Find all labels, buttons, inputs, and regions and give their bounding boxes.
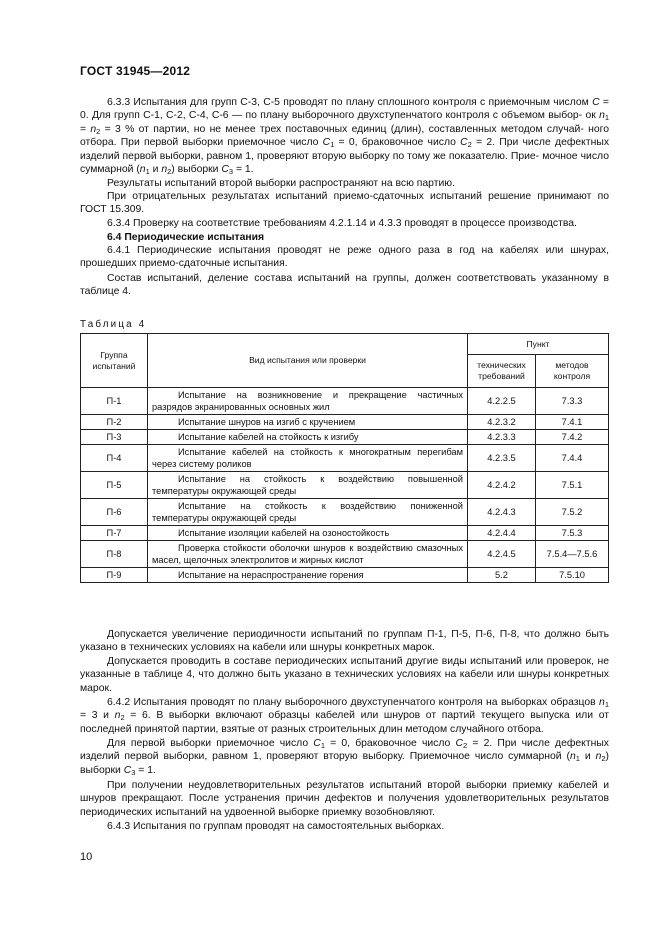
cell-group: П-5 — [81, 472, 148, 499]
paragraph-negative — [80, 190, 609, 217]
paragraph-text: Состав испытаний, деление состава испытаний на группы, должен соответствовать указанному в таблице 4. — [80, 273, 609, 298]
header-type: Вид испытания или проверки — [148, 334, 468, 388]
cell-tech-requirement: 4.2.4.2 — [468, 472, 536, 499]
table-body — [81, 388, 609, 583]
page-number: 10 — [80, 851, 93, 863]
cell-test-name: Испытание изоляции кабелей на озоностойкость — [148, 526, 468, 541]
variable-n: n — [139, 164, 146, 176]
text-run: и — [149, 164, 162, 176]
cell-test-name: Испытание кабелей на стойкость к многократным перегибам через систему роликов — [148, 445, 468, 472]
cell-tech-requirement: 4.2.4.3 — [468, 499, 536, 526]
cell-test-name: Испытание шнуров на изгиб с кручением — [148, 415, 468, 430]
subscript: 3 — [131, 767, 136, 777]
subscript: 2 — [601, 754, 606, 764]
text-run: = 1. — [135, 764, 156, 776]
cell-tech-requirement: 4.2.3.5 — [468, 445, 536, 472]
table-4 — [80, 333, 609, 583]
subscript: 1 — [604, 113, 610, 123]
variable-c: C — [460, 137, 468, 149]
cell-test-name: Испытание кабелей на стойкость к изгибу — [148, 430, 468, 445]
cell-group: П-8 — [81, 541, 148, 568]
subscript: 1 — [145, 167, 150, 177]
variable-c: C — [313, 738, 321, 749]
cell-tech-requirement: 4.2.3.2 — [468, 415, 536, 430]
variable-c: C — [221, 164, 229, 176]
paragraph-unsatisfactory — [80, 779, 609, 819]
cell-group: П-9 — [81, 568, 148, 583]
table-row — [81, 415, 609, 430]
subscript: 1 — [604, 700, 609, 709]
table-row — [81, 526, 609, 541]
subscript: 2 — [167, 167, 172, 177]
section-heading: 6.4 Периодические испытания — [107, 232, 265, 243]
header-group: Группа испытаний — [81, 334, 148, 388]
text-run: = — [80, 123, 91, 135]
paragraph-6-4-1 — [80, 244, 609, 271]
subscript: 1 — [330, 140, 335, 150]
cell-tech-requirement: 4.2.3.3 — [468, 430, 536, 445]
table-row — [81, 472, 609, 499]
paragraph-text — [80, 737, 609, 777]
paragraph-text: Результаты испытаний второй выборки распространяют на всю партию. — [107, 178, 455, 189]
variable-n: n — [114, 710, 121, 722]
table-caption: Таблица 4 — [80, 319, 147, 330]
subscript: 2 — [120, 713, 125, 723]
variable-n: n — [90, 123, 97, 135]
variable-n: n — [599, 110, 605, 122]
cell-tech-requirement: 4.2.4.4 — [468, 526, 536, 541]
subscript: 1 — [575, 754, 580, 764]
table-row — [81, 499, 609, 526]
text-run: = 6. В выборки включают образцы кабелей или шнуров от партий текущего выпуска или от последней принятой партии, взятые от разных строительных длин методом случайного отбора. — [80, 710, 610, 735]
paragraph-6-3-3-line — [80, 96, 609, 176]
variable-c: C — [592, 97, 600, 108]
table-row — [81, 445, 609, 472]
text-run: Для первой выборки приемочное число — [107, 738, 314, 749]
subscript: 1 — [320, 741, 325, 750]
paragraph-text: 6.3.4 Проверку на соответствие требованиям 4.2.1.14 и 4.3.3 проводят в процессе производства. — [107, 218, 577, 229]
cell-test-method: 7.5.2 — [536, 499, 609, 526]
cell-tech-requirement: 5.2 — [468, 568, 536, 583]
text-run: мочное число суммарной ( — [80, 150, 609, 176]
cell-group: П-2 — [81, 415, 148, 430]
paragraph-text: При отрицательных результатах испытаний приемо-сдаточных испытаний решение принимают по ГОСТ 15.309. — [80, 191, 609, 216]
text-run: = 2. При числе дефектных изделий первой выборки, равном 1, проверяют вторую выборку. Приемочное число суммарной ( — [80, 738, 610, 763]
variable-c: C — [322, 137, 331, 149]
paragraph-text — [80, 696, 609, 736]
header-tech: технических требований — [468, 355, 536, 388]
cell-test-method: 7.5.4—7.5.6 — [536, 541, 609, 568]
subscript: 2 — [467, 140, 472, 150]
variable-c: C — [123, 764, 132, 776]
text-run: 6.4.2 Испытания проводят по плану выборочного двухступенчатого контроля на выборках образцов — [107, 697, 600, 708]
table-row — [81, 541, 609, 568]
table-row — [81, 568, 609, 583]
cell-test-name: Проверка стойкости оболочки шнуров к воздействию смазочных масел, щелочных электролитов и жирных кислот — [148, 541, 468, 568]
subscript: 2 — [96, 126, 101, 136]
cell-test-name: Испытание на стойкость к воздействию пониженной температуры окружающей среды — [148, 499, 468, 526]
paragraph-allow-1 — [80, 628, 609, 655]
text-run: и — [579, 751, 596, 763]
table-row — [81, 388, 609, 415]
table-row — [81, 430, 609, 445]
text-run: = 3 % от партии, но не менее трех поставочных единиц (длин), составленных методом случай- — [100, 123, 584, 135]
text-run: ок — [585, 110, 600, 122]
text-run: ного отбора. При первой выборки приемочное число — [80, 123, 609, 149]
cell-test-method: 7.5.3 — [536, 526, 609, 541]
header-item: Пункт — [468, 334, 609, 355]
paragraph-results — [80, 177, 609, 190]
table-header-row — [81, 334, 609, 355]
paragraph-first-sample — [80, 737, 609, 777]
text-run: = 0, браковочное число — [334, 137, 461, 149]
cell-group: П-3 — [81, 430, 148, 445]
cell-group: П-1 — [81, 388, 148, 415]
cell-group: П-6 — [81, 499, 148, 526]
cell-test-name: Испытание на нераспространение горения — [148, 568, 468, 583]
subscript: 2 — [463, 741, 468, 750]
text-run: ) выборки — [80, 751, 610, 776]
cell-test-method: 7.4.2 — [536, 430, 609, 445]
text-run: дефектных изделий первой выборки, равном 1, проверяют вторую выборку по тому же показателю. Прие- — [80, 137, 610, 162]
paragraph-text: При получении неудовлетворительных результатов испытаний второй выборки приемку кабелей и шнуров прекращают. После устранения причин дефектов и получения удовлетворительных результатов периодических испытаний на удвоенной выборке приемку возобновляют. — [80, 780, 609, 818]
paragraph-composition — [80, 272, 609, 299]
paragraph-6-4-3 — [80, 820, 609, 833]
section-6-4-heading — [80, 231, 609, 244]
paragraph-text: Допускается увеличение периодичности испытаний по группам П-1, П-5, П-6, П-8, что должно быть указано в технических условиях на кабели или шнуры конкретных марок. — [80, 629, 609, 654]
variable-n: n — [569, 751, 576, 763]
variable-n: n — [599, 697, 605, 708]
cell-tech-requirement: 4.2.2.5 — [468, 388, 536, 415]
document-header: ГОСТ 31945—2012 — [80, 64, 191, 78]
cell-test-method: 7.3.3 — [536, 388, 609, 415]
text-run: = 0, браковочное число — [324, 738, 456, 749]
text-run: 6.3.3 Испытания для групп С-3, С-5 проводят по плану сплошного контроля с приемочным числом — [107, 97, 589, 108]
variable-n: n — [595, 751, 602, 763]
cell-test-method: 7.4.1 — [536, 415, 609, 430]
cell-test-method: 7.4.4 — [536, 445, 609, 472]
paragraph-6-4-2 — [80, 696, 609, 736]
paragraph-6-3-4 — [80, 217, 609, 230]
paragraph-text: 6.4.3 Испытания по группам проводят на самостоятельных выборках. — [107, 821, 445, 832]
paragraph-6-3-3 — [80, 96, 609, 176]
cell-test-method: 7.5.10 — [536, 568, 609, 583]
paragraph-allow-2 — [80, 655, 609, 695]
text-run: = 3 и — [80, 710, 115, 722]
cell-tech-requirement: 4.2.4.5 — [468, 541, 536, 568]
paragraph-text: 6.4.1 Периодические испытания проводят не реже одного раза в год на кабелях или шнурах, прошедших приемо-сдаточные испытания. — [80, 245, 609, 270]
subscript: 3 — [228, 167, 234, 177]
text-run: ) выборки — [171, 164, 222, 176]
cell-test-method: 7.5.1 — [536, 472, 609, 499]
variable-n: n — [161, 164, 168, 176]
text-run: = 1. — [233, 164, 254, 176]
cell-group: П-7 — [81, 526, 148, 541]
variable-c: C — [455, 738, 464, 749]
cell-group: П-4 — [81, 445, 148, 472]
cell-test-name: Испытание на стойкость к воздействию повышенной температуры окружающей среды — [148, 472, 468, 499]
cell-test-name: Испытание на возникновение и прекращение частичных разрядов экранированных основных жил — [148, 388, 468, 415]
header-method: методов контроля — [536, 355, 609, 388]
text-run: = 0. Для групп С-1, С-2, С-4, С-6 — по плану выборочного двухступенчатого контроля с объемом выбор- — [80, 97, 609, 122]
paragraph-text: Допускается проводить в составе периодических испытаний другие виды испытаний или проверок, не указанные в таблице 4, что должно быть указано в технических условиях на кабели или шнуры конкретных марок. — [80, 656, 609, 694]
text-run: = 2. При числе — [471, 137, 551, 149]
